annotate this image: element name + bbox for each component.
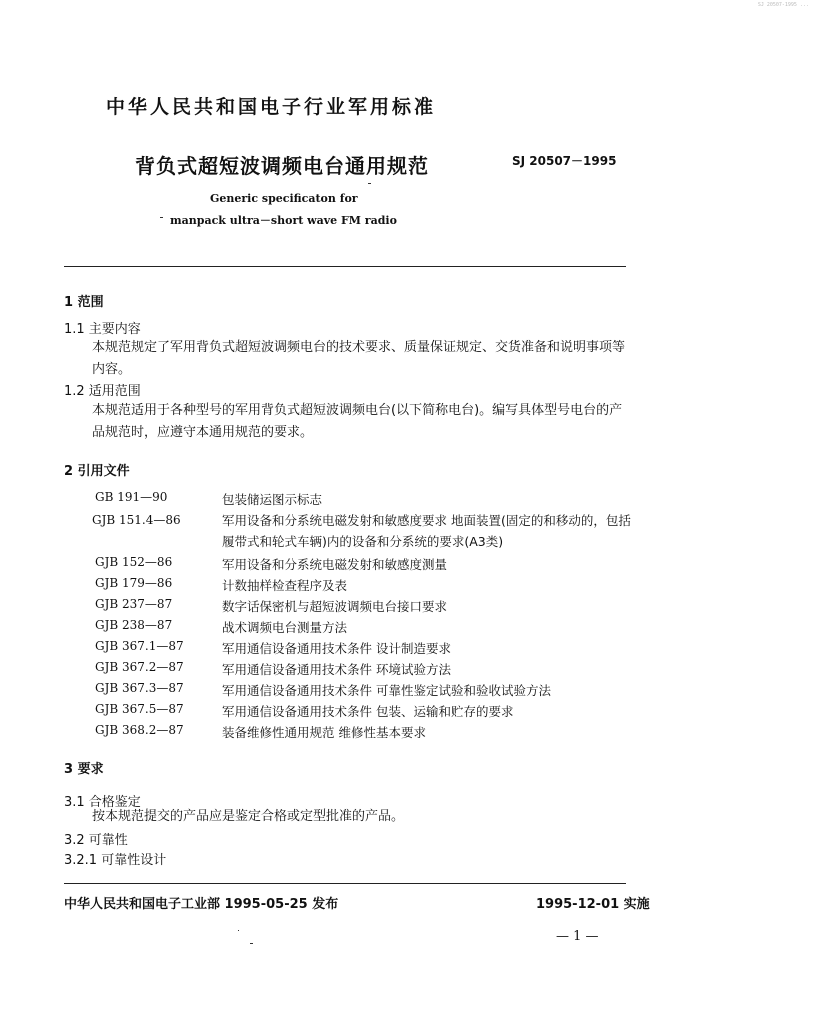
- effective-date: 1995-12-01 实施: [536, 897, 650, 912]
- english-title-line2: manpack ultra－short wave FM radio: [170, 214, 397, 227]
- issue-date: 中华人民共和国电子工业部 1995-05-25 发布: [64, 897, 339, 912]
- scan-speck: [160, 217, 163, 218]
- reference-code: GB 191—90: [95, 490, 168, 504]
- reference-code: GJB 368.2—87: [95, 723, 184, 737]
- reference-code: GJB 151.4—86: [92, 513, 181, 527]
- reference-code: GJB 367.1—87: [95, 639, 184, 653]
- reference-title: 战术调频电台测量方法: [222, 620, 348, 635]
- document-title: 背负式超短波调频电台通用规范: [135, 154, 429, 178]
- header-stamp: SJ 20507-1995 ...: [757, 2, 809, 8]
- section-3-1-body: 按本规范提交的产品应是鉴定合格或定型批准的产品。: [92, 809, 405, 824]
- reference-title: 计数抽样检查程序及表: [222, 578, 348, 593]
- section-1-2-heading: 1.2 适用范围: [64, 384, 141, 399]
- reference-title: 包装储运图示标志: [222, 492, 323, 507]
- reference-code: GJB 152—86: [95, 555, 173, 569]
- reference-title: 军用通信设备通用技术条件 可靠性鉴定试验和验收试验方法: [222, 683, 551, 698]
- section-1-1-body: 本规范规定了军用背负式超短波调频电台的技术要求、质量保证规定、交货准备和说明事项等内容。: [92, 340, 626, 377]
- footer-divider: [64, 883, 626, 884]
- section-2-heading: 2 引用文件: [64, 464, 130, 479]
- standard-org: 中华人民共和国电子行业军用标准: [106, 96, 437, 118]
- scan-speck: [368, 183, 371, 184]
- reference-code: GJB 238—87: [95, 618, 173, 632]
- scan-speck: [250, 943, 253, 944]
- reference-title: 数字话保密机与超短波调频电台接口要求: [222, 599, 448, 614]
- section-3-2-heading: 3.2 可靠性: [64, 833, 128, 848]
- section-3-1-heading: 3.1 合格鉴定: [64, 795, 141, 810]
- english-title-line1: Generic specificaton for: [210, 192, 358, 205]
- scan-speck: [238, 930, 239, 931]
- reference-code: GJB 367.5—87: [95, 702, 184, 716]
- section-1-2-body: 本规范适用于各种型号的军用背负式超短波调频电台(以下简称电台)。编写具体型号电台的产品规范时，应遵守本通用规范的要求。: [92, 403, 623, 440]
- reference-code: GJB 179—86: [95, 576, 173, 590]
- reference-title: 军用通信设备通用技术条件 包装、运输和贮存的要求: [222, 704, 514, 719]
- section-3-heading: 3 要求: [64, 762, 104, 777]
- reference-code: GJB 237—87: [95, 597, 173, 611]
- section-1-heading: 1 范围: [64, 295, 104, 310]
- reference-title: 装备维修性通用规范 维修性基本要求: [222, 725, 426, 740]
- section-3-2-1-heading: 3.2.1 可靠性设计: [64, 853, 167, 868]
- reference-title: 军用通信设备通用技术条件 设计制造要求: [222, 641, 451, 656]
- reference-code: GJB 367.2—87: [95, 660, 184, 674]
- reference-title: 军用通信设备通用技术条件 环境试验方法: [222, 662, 451, 677]
- standard-code: SJ 20507－1995: [512, 154, 617, 168]
- reference-code: GJB 367.3—87: [95, 681, 184, 695]
- reference-title: 军用设备和分系统电磁发射和敏感度要求 地面装置(固定的和移动的，包括履带式和轮式车辆)内的设备和分系统的要求(A3类): [222, 513, 631, 549]
- reference-title: 军用设备和分系统电磁发射和敏感度测量: [222, 557, 448, 572]
- top-divider: [64, 266, 626, 267]
- section-1-1-heading: 1.1 主要内容: [64, 322, 141, 337]
- page-number: — 1 —: [556, 929, 599, 944]
